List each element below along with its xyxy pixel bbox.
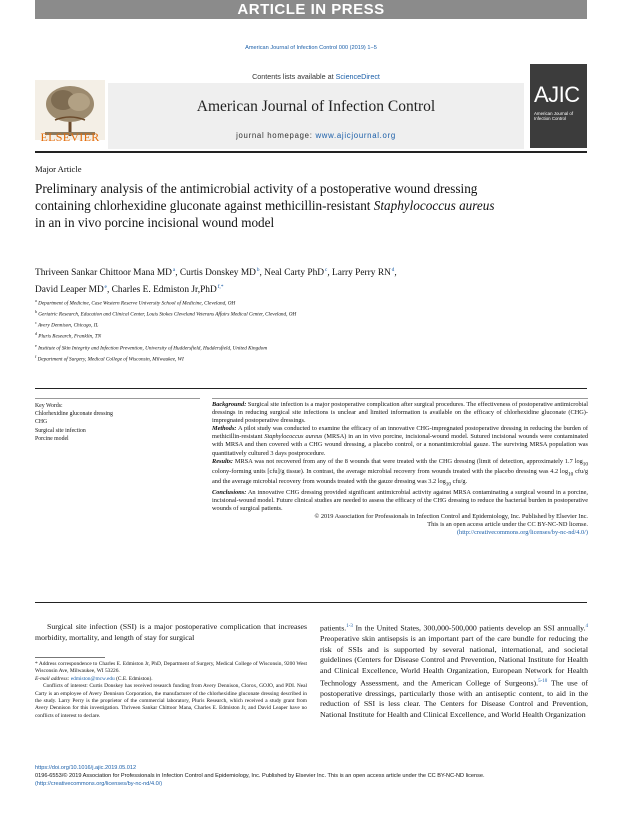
keywords-block <box>35 402 200 443</box>
correspondence-note: * Address correspondence to Charles E. Edmiston Jr, PhD, Department of Surgery, Medical College of Wisconsin, 9200 West Wisconsin Ave, Milwaukee, WI 53226. <box>35 661 307 675</box>
author-sup[interactable]: b <box>256 267 260 273</box>
author: Charles E. Edmiston Jr,PhD <box>111 284 217 295</box>
title-text-1: Preliminary analysis of the antimicrobial activity of a postoperative wound dressing containing chlorhexidine gluconate against methicillin-resistant <box>35 181 478 213</box>
journal-homepage-line <box>108 131 524 140</box>
article-type: Major Article <box>35 164 82 174</box>
author: Neal Carty PhD <box>264 268 325 279</box>
homepage-link[interactable]: www.ajicjournal.org <box>315 131 396 140</box>
abstract-copyright-2: This is an open access article under the CC BY-NC-ND license. <box>427 521 588 529</box>
footnotes <box>35 661 307 720</box>
author: Thriveen Sankar Chittoor Mana MD <box>35 268 172 279</box>
author-sup[interactable]: d <box>391 267 395 273</box>
affiliation: $^d$ Pluris Research, Franklin, TN <box>35 331 102 341</box>
elsevier-wordmark: ELSEVIER <box>40 130 100 144</box>
author: David Leaper MD <box>35 284 104 295</box>
ajic-line2: Infection Control <box>534 116 566 122</box>
conflicts-note: Conflicts of interest: Curtis Donskey has received research funding from Avery Dennison, Clorox, GOJO, and PDI. Neal Carty is an employee of Avery Dennison Corporation, the manufacturer of the chlorhexidine gluconate dressing described in the study. Larry Perry is the proprietor of the commercial laboratory, Pluris Research, which received a study grant from Avery Dennison for this investigation. Thriveen Sankar Chittoor Mana, Charles E. Edmiston Jr, and David Leaper have no conflicts of interest to declare. <box>35 683 307 719</box>
article-in-press-banner: ARTICLE IN PRESS <box>35 0 587 19</box>
article-title <box>35 180 505 231</box>
email-note: E-mail address: edmiston@mcw.edu (C.E. Edmiston). <box>35 675 153 682</box>
affiliation: $^a$ Department of Medicine, Case Western Reserve University School of Medicine, Cleveland, OH <box>35 298 236 307</box>
keyword: Surgical site infection <box>35 427 86 434</box>
abstract-conclusions: Conclusions: An innovative CHG dressing provided significant antimicrobial activity against MRSA contaminating a surgical wound in a porcine, incisional-wound model. Future clinical studies are needed to assess the efficacy of the CHG dressing to reduce the bacterial burden in postoperative wounds of surgical patients. <box>212 488 588 512</box>
author-sup[interactable]: e <box>104 283 107 290</box>
affiliations <box>35 297 575 364</box>
contents-prefix: Contents lists available at <box>252 72 336 81</box>
reference-link[interactable]: 5-10 <box>538 678 548 684</box>
keywords-label: Key Words: <box>35 403 63 409</box>
abstract-copyright-1: © 2019 Association for Professionals in Infection Control and Epidemiology, Inc. Published by Elsevier Inc. <box>314 512 588 520</box>
reference-link[interactable]: 1-3 <box>346 624 353 629</box>
author-sup[interactable]: f,* <box>217 283 224 290</box>
email-link[interactable]: edmiston@mcw.edu <box>70 675 115 682</box>
author-list: Thriveen Sankar Chittoor Mana MD $^a$, Curtis Donskey MD $^b$, Neal Carty PhD $^c$, Larry Perry RN $^d$, David Leaper MD $^e$, Charles E. Edmiston Jr,PhD $^{f,*}$ <box>35 267 397 295</box>
keyword: Chlorhexidine gluconate dressing <box>35 411 113 418</box>
abstract-bottom-divider <box>35 602 587 603</box>
footnote-rule <box>35 657 105 658</box>
reference-link[interactable]: 4 <box>585 624 588 629</box>
keywords-rule <box>35 398 200 399</box>
sciencedirect-link[interactable]: ScienceDirect <box>335 72 380 81</box>
title-text-2: in an in vivo porcine incisional wound model <box>35 215 275 230</box>
abstract-background: Background: Surgical site infection is a major postoperative complication after surgical procedures. The effectiveness of postoperative antimicrobial dressings in reducing surgical site infections is unclear and limited information is available on the efficacy of chlorhexidine gluconate (CHG)-impregnated postoperative dressings. <box>212 401 588 425</box>
affiliation: $^f$ Department of Surgery, Medical College of Wisconsin, Milwaukee, WI <box>35 353 184 363</box>
title-italic: Staphylococcus aureus <box>373 198 495 213</box>
abstract-rule <box>212 398 588 399</box>
author: Larry Perry RN <box>332 268 391 279</box>
ajic-line1: American Journal of <box>534 111 574 116</box>
author: Curtis Donskey MD <box>179 268 256 279</box>
header-divider <box>35 151 587 153</box>
affiliation: $^e$ Institute of Skin Integrity and Infection Prevention, University of Huddersfield, Huddersfield, United Kingdom <box>35 342 268 352</box>
author-sup[interactable]: c <box>324 267 328 273</box>
bottom-license-link[interactable]: (http://creativecommons.org/licenses/by-nc-nd/4.0/) <box>35 780 163 787</box>
keyword: Porcine model <box>35 435 69 442</box>
doi-footer <box>35 765 587 788</box>
abstract-methods: Methods: A pilot study was conducted to examine the efficacy of an innovative CHG-impregnated postoperative dressing in reducing the burden of methicillin-resistant Staphylococcus aureus (MRSA) in an in vivo porcine, incisional-wound model. Sutured incisional wounds were contaminated with MRSA and then covered with a CHG wound dressing, a placebo control, or a nonantimicrobial gauze. The surviving MRSA population was quantitatively cultured 3 days postprocedure. <box>212 425 589 457</box>
intro-paragraph-right: patients.$^{1-3}$ In the United States, 300,000-500,000 patients develop an SSI annually.$^4$ Preoperative skin antisepsis is an important part of the care bundle for reducing the risk of SSIs and is supported by several national, international, and societal guidelines (Centers for Disease Control and Prevention, National Institute for Health and Clinical Excellence, World Health Organization, European Network for Health Technology Assessment, and the American College of Surgeons).$^{5-10}$ The use of postoperative dressings, particularly those with an antiseptic content, to aid in the reduction of SSI is less clear. The Centers for Disease Control and Prevention, National Institute for Health and Clinical Excellence, and World Health Organization <box>320 623 588 719</box>
abstract <box>212 401 588 537</box>
abstract-results: Results: MRSA was not recovered from any of the 8 wounds that were treated with the CHG dressing (limit of detection, approximately 1.7 $\log_{10}$ colony-forming units [cfu]/g tissue). In contrast, the average microbial recovery from wounds treated with the placebo dressing was 4.2 $\log_{10} cfu/g$ and the average microbial recovery from wounds treated with the gauze dressing was 3.2 $\log_{10} cfu/g$. <box>212 457 589 488</box>
doi-link[interactable]: https://doi.org/10.1016/j.ajic.2019.05.012 <box>35 765 137 771</box>
issn-line: 0196-6553/© 2019 Association for Professionals in Infection Control and Epidemiology, Inc. Published by Elsevier Inc. This is an open access article under the CC BY-NC-ND license. <box>35 772 485 779</box>
abstract-license-link[interactable]: (http://creativecommons.org/licenses/by-nc-nd/4.0/) <box>456 529 588 537</box>
section-divider <box>35 388 587 389</box>
affiliation: $^b$ Geriatric Research, Education and Clinical Center, Louis Stokes Cleveland Veterans Affairs Medical Center, Cleveland, OH <box>35 309 297 318</box>
intro-paragraph-left: Surgical site infection (SSI) is a major postoperative complication that increases morbidity, mortality, and length of stay for surgical <box>35 622 307 642</box>
affiliation: $^c$ Avery Dennison, Chicago, IL <box>35 320 99 330</box>
journal-title: American Journal of Infection Control <box>196 98 436 115</box>
contents-line <box>110 72 522 81</box>
ajic-abbr: AJIC <box>534 82 580 107</box>
author-sup[interactable]: a <box>172 267 176 273</box>
homepage-prefix: journal homepage: <box>236 131 316 140</box>
journal-citation: American Journal of Infection Control 000 (2019) 1−5 <box>245 45 377 51</box>
keyword: CHG <box>35 419 48 426</box>
ajic-cover-logo <box>530 64 587 148</box>
